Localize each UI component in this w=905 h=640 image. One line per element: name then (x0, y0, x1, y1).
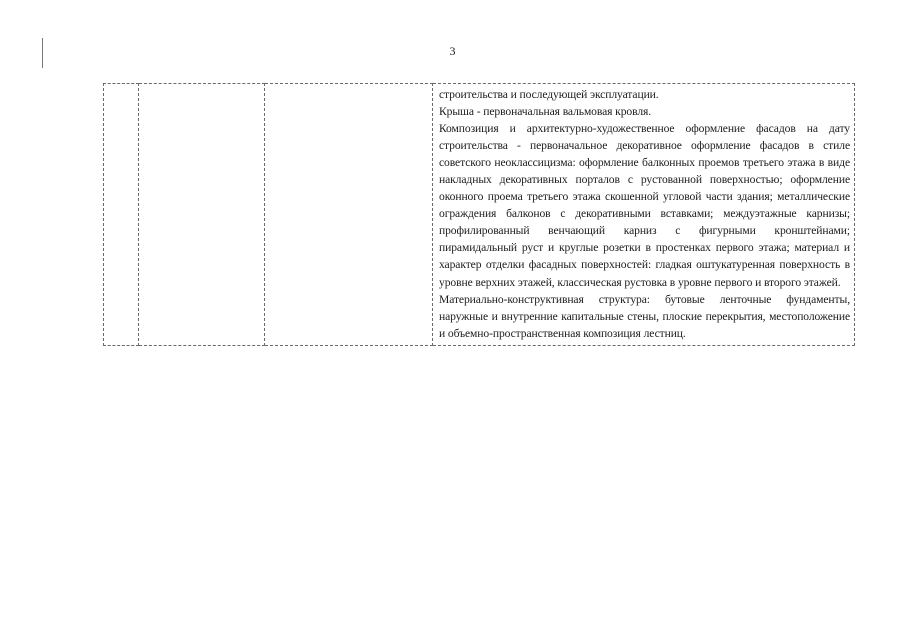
table-row (104, 84, 855, 346)
object-description-table (103, 83, 855, 346)
description-paragraph: строительства и последующей эксплуатации. (439, 88, 659, 101)
page-number: 3 (449, 44, 456, 58)
description-paragraph: Крыша - первоначальная вальмовая кровля. (439, 105, 652, 119)
description-paragraph: Композиция и архитектурно-художественное оформление фасадов на дату строительства - первоначальное декоративное оформление фасадов в стиле советского неоклассицизма: оформление балконных проемов третьего этажа в виде накладных декоративных порталов с рустованной поверхностью; оформление оконного проема третьего этажа скошенной угловой части здания; металлические ограждения балконов с декоративными вставками; междуэтажные карнизы; профилированный венчающий карниз с фигурными кронштейнами; пирамидальный руст и круглые розетки в простенках первого этажа; материал и характер отделки фасадных поверхностей: гладкая оштукатуренная поверхность в уровне верхних этажей, классическая рустовка в уровне первого и второго этажей. (439, 122, 850, 289)
table-cell-location (265, 84, 433, 346)
table-cell-name (139, 84, 265, 346)
table-cell-description (433, 84, 855, 346)
description-paragraph: Материально-конструктивная структура: бутовые ленточные фундаменты, наружные и внутренние капитальные стены, плоские перекрытия, местоположение и объемно-пространственная композиция лестниц. (439, 292, 850, 340)
table-cell-number (104, 84, 139, 346)
